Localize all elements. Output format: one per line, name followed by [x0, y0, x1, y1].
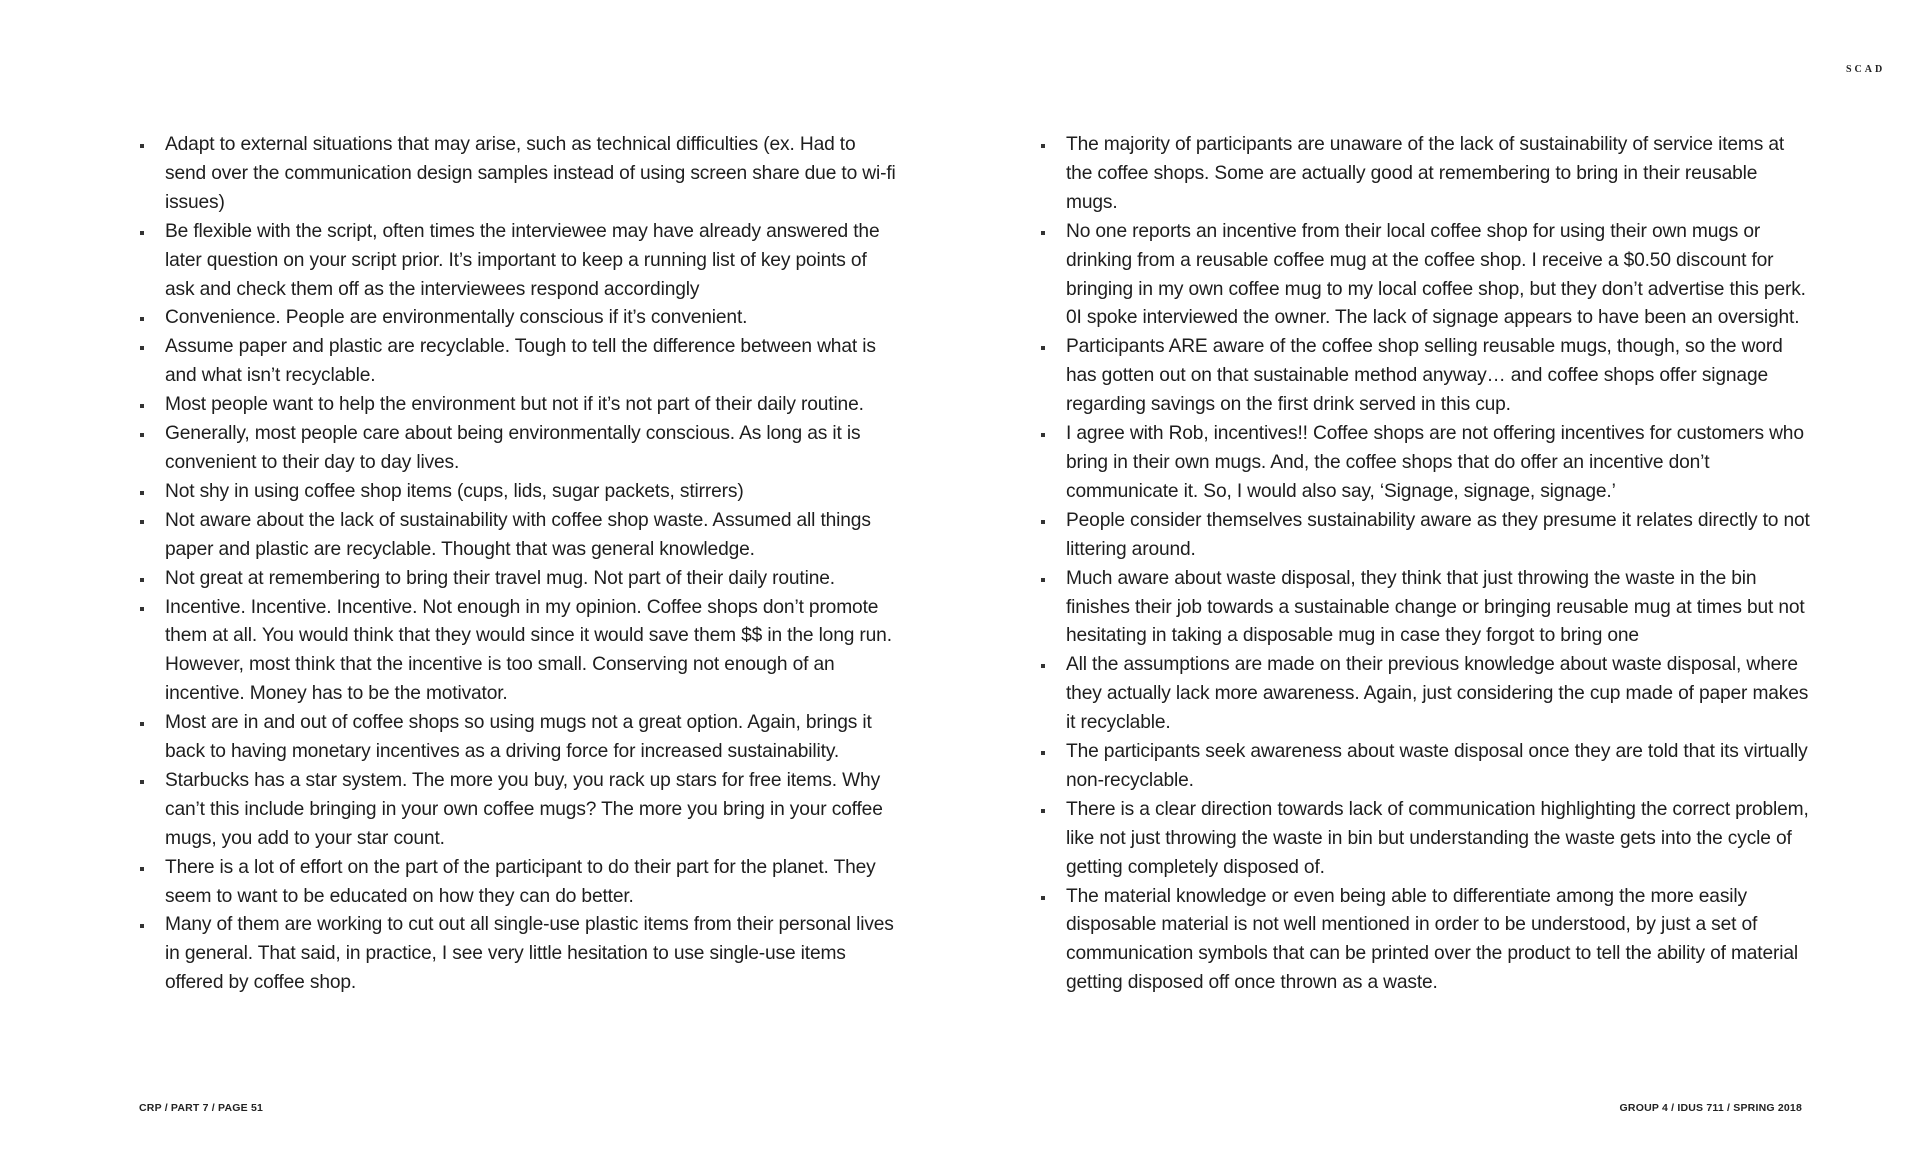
- list-item: People consider themselves sustainability aware as they presume it relates directly to not littering around.: [1041, 507, 1811, 565]
- list-item: Many of them are working to cut out all single-use plastic items from their personal lives in general. That said, in practice, I see very little hesitation to use single-use items offered by coffee shop.: [140, 911, 900, 998]
- list-item: Adapt to external situations that may arise, such as technical difficulties (ex. Had to send over the communication design samples instead of using screen share due to wi-fi issues): [140, 131, 900, 218]
- list-item: Assume paper and plastic are recyclable. Tough to tell the difference between what is and what isn’t recyclable.: [140, 333, 900, 391]
- list-item: Not aware about the lack of sustainability with coffee shop waste. Assumed all things paper and plastic are recyclable. Thought that was general knowledge.: [140, 507, 900, 565]
- list-item: Participants ARE aware of the coffee shop selling reusable mugs, though, so the word has gotten out on that sustainable method anyway… and coffee shops offer signage regarding savings on the first drink served in this cup.: [1041, 333, 1811, 420]
- list-item: Convenience. People are environmentally conscious if it’s convenient.: [140, 304, 900, 333]
- list-item: Much aware about waste disposal, they think that just throwing the waste in the bin finishes their job towards a sustainable change or bringing reusable mug at times but not hesitating in taking a disposable mug in case they forgot to bring one: [1041, 565, 1811, 652]
- left-findings-list: [140, 131, 900, 998]
- list-item: The majority of participants are unaware of the lack of sustainability of service items at the coffee shops. Some are actually good at remembering to bring in their reusable mugs.: [1041, 131, 1811, 218]
- list-item: All the assumptions are made on their previous knowledge about waste disposal, where they actually lack more awareness. Again, just considering the cup made of paper makes it recyclable.: [1041, 651, 1811, 738]
- list-item: Most people want to help the environment but not if it’s not part of their daily routine.: [140, 391, 900, 420]
- footer-course-label: GROUP 4 / IDUS 711 / SPRING 2018: [1619, 1102, 1802, 1114]
- list-item: The material knowledge or even being able to differentiate among the more easily disposable material is not well mentioned in order to be understood, by just a set of communication symbols that can be printed over the product to tell the ability of material getting disposed off once thrown as a waste.: [1041, 883, 1811, 999]
- list-item: Be flexible with the script, often times the interviewee may have already answered the later question on your script prior. It’s important to keep a running list of key points of ask and check them off as the interviewees respond accordingly: [140, 218, 900, 305]
- list-item: There is a clear direction towards lack of communication highlighting the correct problem, like not just throwing the waste in bin but understanding the waste gets into the cycle of getting completely disposed of.: [1041, 796, 1811, 883]
- list-item: There is a lot of effort on the part of the participant to do their part for the planet. They seem to want to be educated on how they can do better.: [140, 854, 900, 912]
- list-item: Generally, most people care about being environmentally conscious. As long as it is convenient to their day to day lives.: [140, 420, 900, 478]
- footer-page-label: CRP / PART 7 / PAGE 51: [139, 1102, 264, 1114]
- right-findings-list: [1041, 131, 1811, 998]
- list-item: I agree with Rob, incentives!! Coffee shops are not offering incentives for customers who bring in their own mugs. And, the coffee shops that do offer an incentive don’t communicate it. So, I would also say, ‘Signage, signage, signage.’: [1041, 420, 1811, 507]
- list-item: Most are in and out of coffee shops so using mugs not a great option. Again, brings it back to having monetary incentives as a driving force for increased sustainability.: [140, 709, 900, 767]
- list-item: Not shy in using coffee shop items (cups, lids, sugar packets, stirrers): [140, 478, 900, 507]
- list-item: The participants seek awareness about waste disposal once they are told that its virtually non-recyclable.: [1041, 738, 1811, 796]
- list-item: No one reports an incentive from their local coffee shop for using their own mugs or drinking from a reusable coffee mug at the coffee shop. I receive a $0.50 discount for bringing in my own coffee mug to my local coffee shop, but they don’t advertise this perk. 0I spoke interviewed the owner. The lack of signage appears to have been an oversight.: [1041, 218, 1811, 334]
- list-item: Starbucks has a star system. The more you buy, you rack up stars for free items. Why can’t this include bringing in your own coffee mugs? The more you bring in your coffee mugs, you add to your star count.: [140, 767, 900, 854]
- list-item: Not great at remembering to bring their travel mug. Not part of their daily routine.: [140, 565, 900, 594]
- scad-logo: SCAD: [1846, 64, 1886, 75]
- list-item: Incentive. Incentive. Incentive. Not enough in my opinion. Coffee shops don’t promote them at all. You would think that they would since it would save them $$ in the long run. However, most think that the incentive is too small. Conserving not enough of an incentive. Money has to be the motivator.: [140, 594, 900, 710]
